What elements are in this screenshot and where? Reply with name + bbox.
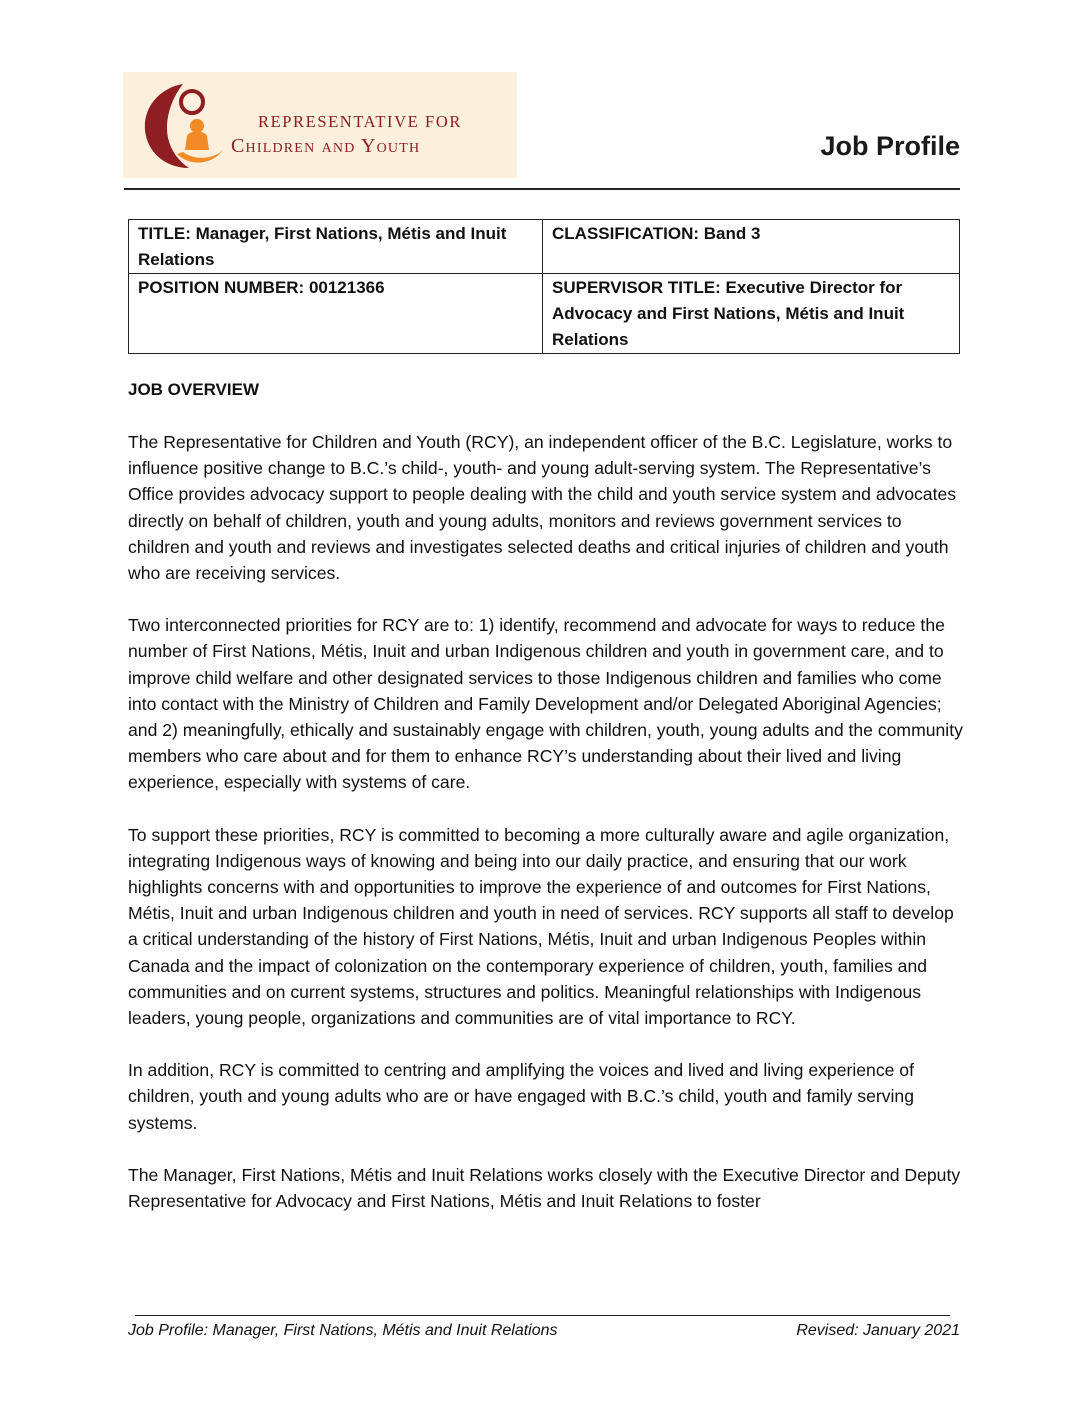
- classification-cell: CLASSIFICATION: Band 3: [543, 220, 960, 274]
- table-row: [129, 274, 960, 354]
- paragraph: The Representative for Children and Youth (RCY), an independent officer of the B.C. Legislature, works to influence positive change to B.C.’s child-, youth- and young adult-serving system. The Representative’s Office provides advocacy support to people dealing with the child and youth service system and advocates directly on behalf of children, youth and young adults, monitors and reviews government services to children and youth and reviews and investigates selected deaths and critical injuries of children and youth who are receiving services.: [128, 432, 957, 584]
- paragraph: The Manager, First Nations, Métis and Inuit Relations works closely with the Executive Director and Deputy Representative for Advocacy and First Nations, Métis and Inuit Relations to foster: [128, 1164, 961, 1212]
- document-title: Job Profile: [820, 131, 960, 161]
- supervisor-title-cell: SUPERVISOR TITLE: Executive Director for Advocacy and First Nations, Métis and Inuit Relations: [543, 274, 960, 354]
- footer-document-name: Job Profile: Manager, First Nations, Métis and Inuit Relations: [128, 1322, 558, 1339]
- logo-text-bottom: Children and Youth: [231, 135, 421, 157]
- paragraph: In addition, RCY is committed to centring and amplifying the voices and lived and living experience of children, youth and young adults who are or have engaged with B.C.’s child, youth and family serving systems.: [128, 1060, 914, 1133]
- rcy-logo: [123, 72, 517, 178]
- paragraph: To support these priorities, RCY is committed to becoming a more culturally aware and agile organization, integrating Indigenous ways of knowing and being into our daily practice, and ensuring that our work highlights concerns with and opportunities to improve the experience of and outcomes for First Nations, Métis, Inuit and urban Indigenous children and youth in need of services. RCY supports all staff to develop a critical understanding of the history of First Nations, Métis, Inuit and urban Indigenous Peoples within Canada and the impact of colonization on the contemporary experience of children, youth, families and communities and on current systems, structures and politics. Meaningful relationships with Indigenous leaders, young people, organizations and communities are of vital importance to RCY.: [128, 824, 954, 1029]
- table-row: [129, 220, 960, 274]
- header-divider: [124, 188, 960, 190]
- title-cell: TITLE: Manager, First Nations, Métis and Inuit Relations: [129, 220, 543, 274]
- footer-revision-date: Revised: January 2021: [796, 1322, 960, 1339]
- paragraph: Two interconnected priorities for RCY are to: 1) identify, recommend and advocate for ways to reduce the number of First Nations, Métis, Inuit and urban Indigenous children and youth in government care, and to improve child welfare and other designated services to those Indigenous children and families who come into contact with the Ministry of Children and Family Development and/or Delegated Aboriginal Agencies; and 2) meaningfully, ethically and sustainably engage with children, youth, young adults and the community members who care about and for them to enhance RCY’s understanding about their lived and living experience, especially with systems of care.: [128, 615, 963, 793]
- document-body: [128, 377, 968, 1240]
- footer-divider: [135, 1315, 950, 1316]
- mother-child-emblem-icon: [137, 80, 237, 172]
- position-number-cell: POSITION NUMBER: 00121366: [129, 274, 543, 354]
- job-info-table: [128, 219, 960, 354]
- logo-text-top: REPRESENTATIVE FOR: [258, 112, 462, 131]
- section-heading: JOB OVERVIEW: [128, 380, 259, 399]
